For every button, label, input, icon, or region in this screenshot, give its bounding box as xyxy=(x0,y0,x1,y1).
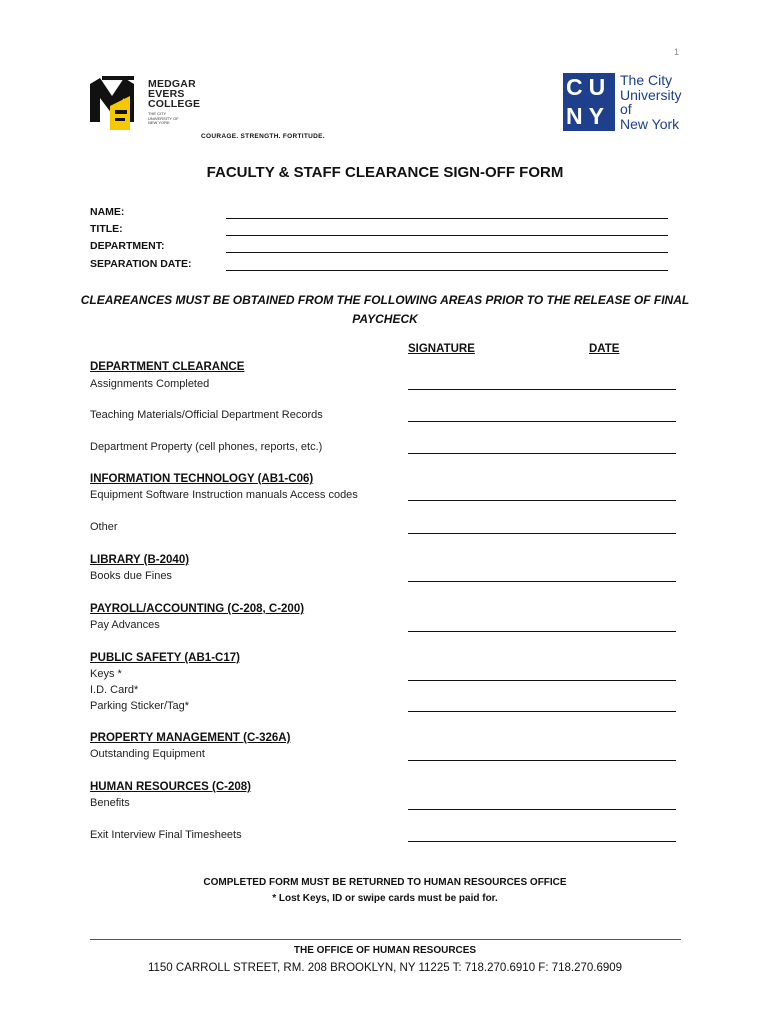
title-field[interactable] xyxy=(226,235,668,236)
signature-line[interactable] xyxy=(408,841,676,842)
section-heading: INFORMATION TECHNOLOGY (AB1-C06) xyxy=(90,473,314,485)
footer-divider xyxy=(90,939,681,940)
mec-logo-text xyxy=(148,79,200,109)
name-label: NAME: xyxy=(90,206,125,218)
lost-items-note: * Lost Keys, ID or swipe cards must be paid for. xyxy=(272,893,498,904)
cuny-logo-name xyxy=(620,73,681,131)
signature-line[interactable] xyxy=(408,500,676,501)
cuny-letter: NY xyxy=(566,103,610,129)
signature-line[interactable] xyxy=(408,421,676,422)
return-note: COMPLETED FORM MUST BE RETURNED TO HUMAN RESOURCES OFFICE xyxy=(203,877,567,888)
clearance-item: Outstanding Equipment xyxy=(90,748,205,760)
title-label: TITLE: xyxy=(90,223,123,235)
clearance-item: Parking Sticker/Tag* xyxy=(90,700,190,712)
clearance-item: Teaching Materials/Official Department Records xyxy=(90,409,323,421)
signature-line[interactable] xyxy=(408,533,676,534)
section-heading: PROPERTY MANAGEMENT (C-326A) xyxy=(90,732,291,744)
form-title: FACULTY & STAFF CLEARANCE SIGN-OFF FORM xyxy=(206,164,564,181)
department-field[interactable] xyxy=(226,252,668,253)
clearance-item: Assignments Completed xyxy=(90,378,210,390)
office-name: THE OFFICE OF HUMAN RESOURCES xyxy=(293,945,477,956)
signature-line[interactable] xyxy=(408,453,676,454)
department-label: DEPARTMENT: xyxy=(90,240,165,252)
separation-date-label: SEPARATION DATE: xyxy=(90,258,192,270)
signature-line[interactable] xyxy=(408,389,676,390)
signature-line[interactable] xyxy=(408,711,676,712)
cuny-letter: CU xyxy=(566,74,612,100)
cuny-name-line: University xyxy=(620,86,682,103)
date-column-header: DATE xyxy=(589,343,620,355)
separation-date-field[interactable] xyxy=(226,270,668,271)
clearance-item: Books due Fines xyxy=(90,570,172,582)
name-field[interactable] xyxy=(226,218,668,219)
signature-line[interactable] xyxy=(408,809,676,810)
section-heading: LIBRARY (B-2040) xyxy=(90,554,190,566)
clearance-item: Department Property (cell phones, reports, etc.) xyxy=(90,441,323,453)
section-heading: PUBLIC SAFETY (AB1-C17) xyxy=(90,652,240,664)
section-heading: DEPARTMENT CLEARANCE xyxy=(90,361,245,373)
section-heading: HUMAN RESOURCES (C-208) xyxy=(90,781,252,793)
clearance-item: Benefits xyxy=(90,797,130,809)
office-address: 1150 CARROLL STREET, RM. 208 BROOKLYN, NY 11225 T: 718.270.6910 F: 718.270.6909 xyxy=(147,962,623,974)
cuny-name-line: New York xyxy=(620,115,680,132)
signature-line[interactable] xyxy=(408,631,676,632)
clearance-item: Pay Advances xyxy=(90,619,160,631)
clearance-item: Keys * xyxy=(90,668,122,680)
cuny-name-line: of xyxy=(620,101,632,117)
signature-line[interactable] xyxy=(408,680,676,681)
clearance-item: Exit Interview Final Timesheets xyxy=(90,829,242,841)
motto: COURAGE. STRENGTH. FORTITUDE. xyxy=(201,133,325,140)
cuny-name-line: The City xyxy=(620,72,673,88)
mec-logo-line: EVERS xyxy=(148,88,185,100)
clearance-notice: CLEAREANCES MUST BE OBTAINED FROM THE FOLLOWING AREAS PRIOR TO THE RELEASE OF FINAL PAYCHECK xyxy=(80,293,690,326)
mec-logo-subtitle: THE CITY UNIVERSITY OF NEW YORK xyxy=(148,111,179,125)
page-number: 1 xyxy=(674,47,680,57)
mec-logo-line: MEDGAR xyxy=(148,78,196,90)
clearance-item: Equipment Software Instruction manuals Access codes xyxy=(90,489,358,501)
clearance-item: Other xyxy=(90,521,118,533)
section-heading: PAYROLL/ACCOUNTING (C-208, C-200) xyxy=(90,603,305,615)
signature-column-header: SIGNATURE xyxy=(408,343,475,355)
clearance-item: I.D. Card* xyxy=(90,684,139,696)
signature-line[interactable] xyxy=(408,581,676,582)
mec-logo-line: COLLEGE xyxy=(148,98,201,110)
signature-line[interactable] xyxy=(408,760,676,761)
cuny-logo-letters xyxy=(566,73,614,131)
